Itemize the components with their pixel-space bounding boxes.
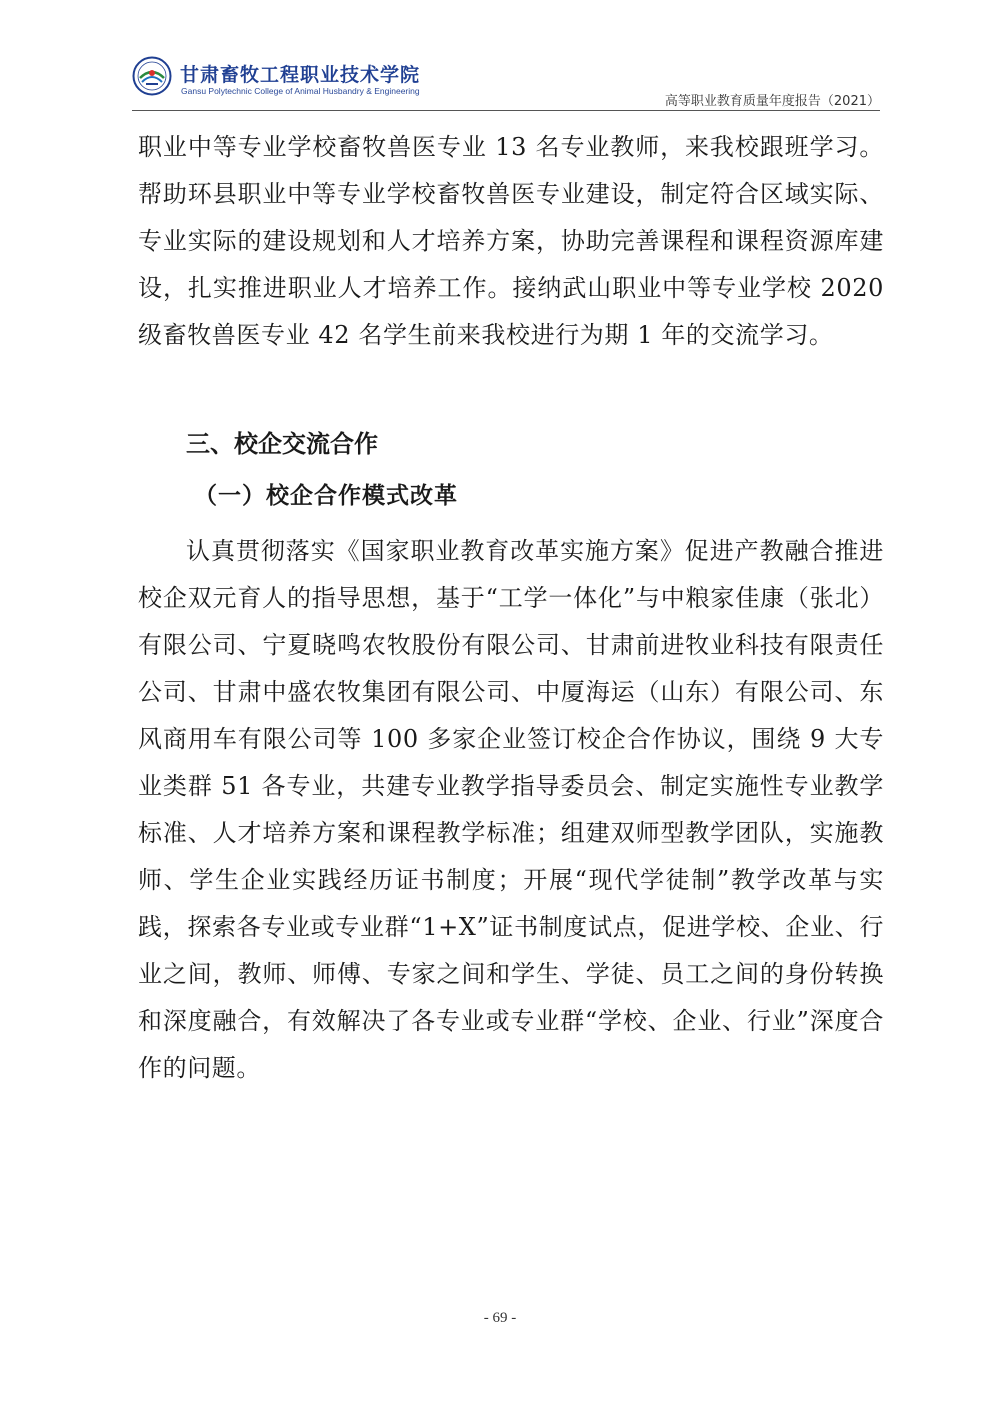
header-divider xyxy=(132,110,880,111)
body-paragraph-continued: 职业中等专业学校畜牧兽医专业 13 名专业教师，来我校跟班学习。帮助环县职业中等专业学校畜牧兽医专业建设，制定符合区域实际、专业实际的建设规划和人才培养方案，协助完善课程和课程资源库建设，扎实推进职业人才培养工作。接纳武山职业中等专业学校 2020 级畜牧兽医专业 42 名学生前来我校进行为期 1 年的交流学习。 xyxy=(138,133,884,349)
section-heading: 三、校企交流合作 xyxy=(186,430,378,458)
school-name-chinese: 甘肃畜牧工程职业技术学院 xyxy=(180,64,421,86)
report-title: 高等职业教育质量年度报告（2021） xyxy=(664,94,880,109)
school-emblem-icon xyxy=(132,56,172,96)
subsection-heading: （一）校企合作模式改革 xyxy=(194,483,458,509)
page-header xyxy=(132,56,880,110)
page-number: - 69 - xyxy=(483,1310,517,1326)
body-paragraph: 认真贯彻落实《国家职业教育改革实施方案》促进产教融合推进校企双元育人的指导思想，基于“工学一体化”与中粮家佳康（张北）有限公司、宁夏晓鸣农牧股份有限公司、甘肃前进牧业科技有限责任公司、甘肃中盛农牧集团有限公司、中厦海运（山东）有限公司、东风商用车有限公司等 100 多家企业签订校企合作协议，围绕 9 大专业类群 51 各专业，共建专业教学指导委员会、制定实施性专业教学标准、人才培养方案和课程教学标准；组建双师型教学团队，实施教师、学生企业实践经历证书制度；开展“现代学徒制”教学改革与实践，探索各专业或专业群“1+X”证书制度试点，促进学校、企业、行业之间，教师、师傅、专家之间和学生、学徒、员工之间的身份转换和深度融合，有效解决了各专业或专业群“学校、企业、行业”深度合作的问题。 xyxy=(138,537,884,1082)
school-name-english: Gansu Polytechnic College of Animal Husbandry & Engineering xyxy=(181,86,420,96)
